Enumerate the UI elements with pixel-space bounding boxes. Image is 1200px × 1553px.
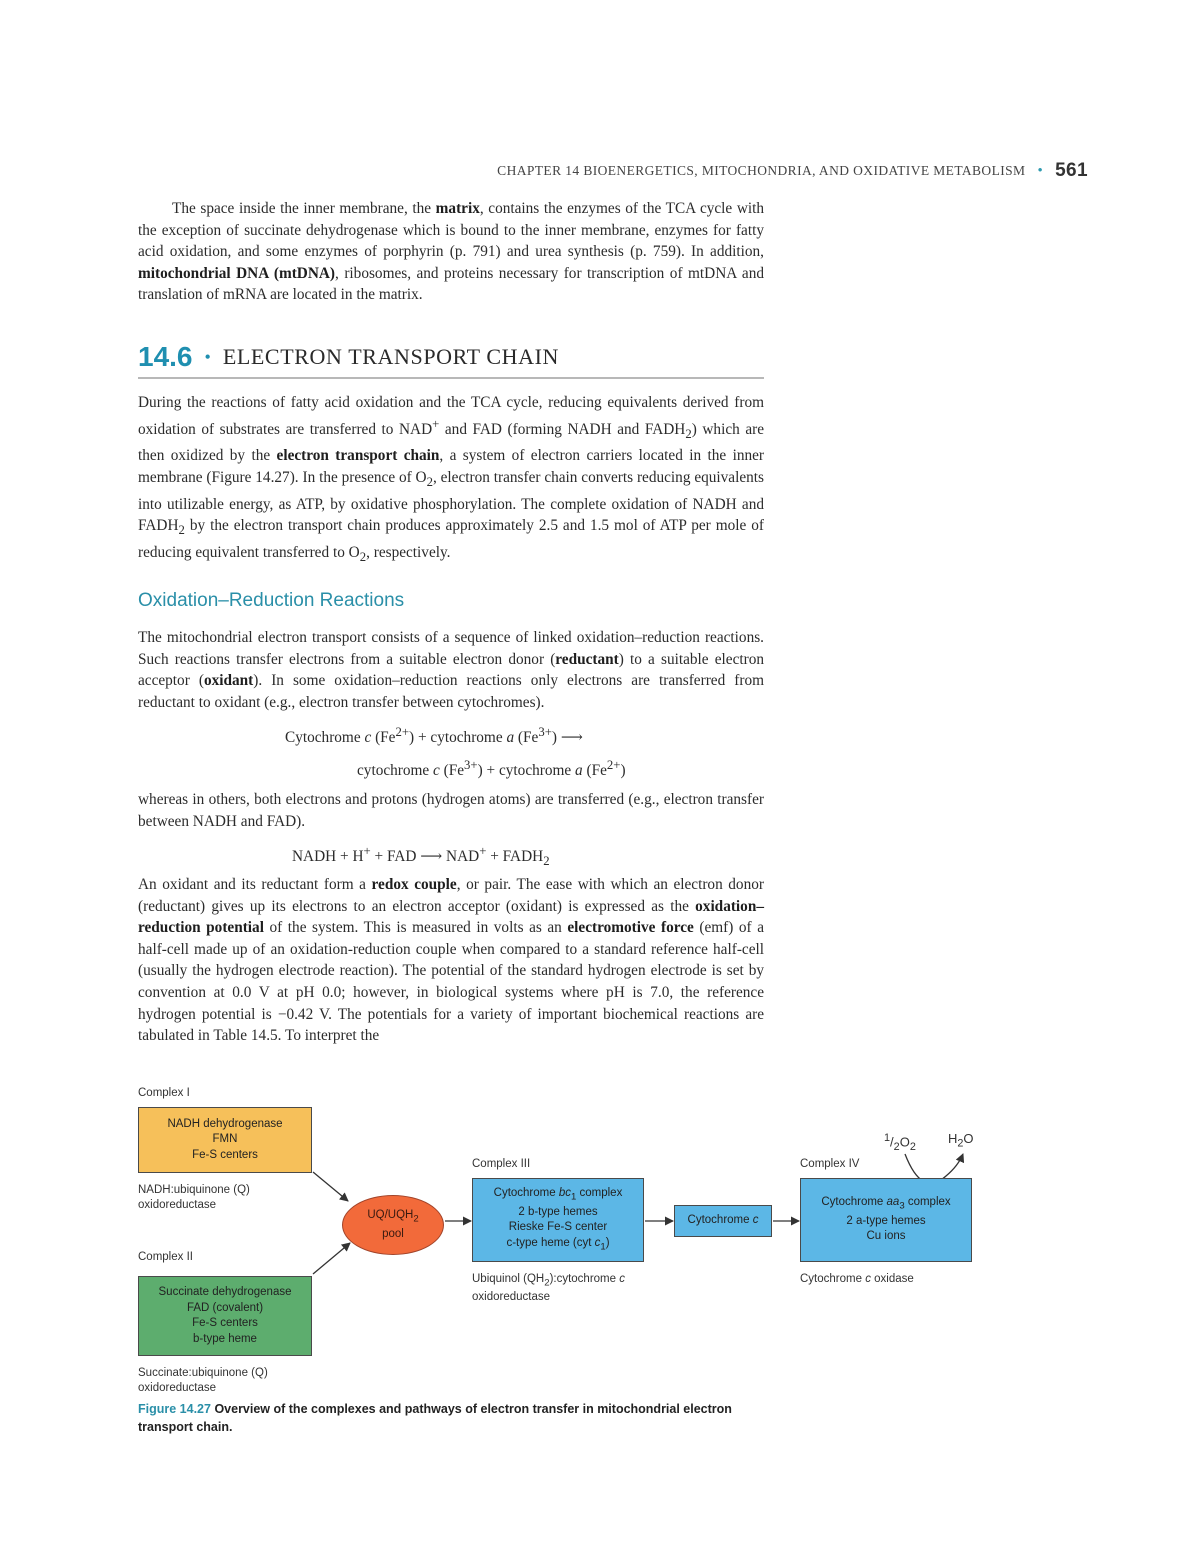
term-emf: electromotive force: [567, 919, 694, 937]
complex2-box: Succinate dehydrogenase FAD (covalent) Fe-S centers b-type heme: [138, 1276, 312, 1356]
term-matrix: matrix: [435, 200, 480, 217]
term-mtdna: mitochondrial DNA (mtDNA): [138, 264, 336, 282]
section-number: 14.6: [138, 341, 193, 372]
complex4-box: Cytochrome $aa_3$ complex 2 a-type hemes Cu ions: [800, 1178, 972, 1262]
paragraph-redox-couple: An oxidant and its reductant form a redox couple, or pair. The ease with which an electron donor (reductant) gives up its electrons to an electron acceptor (oxidant) is expressed as the oxidation–reduction potential of the system. This is measured in volts as an electromotive force (emf) of a half-cell made up of an oxidation-reduction couple when compared to a standard reference half-cell (usually the hydrogen electrode reaction). The potential of the standard hydrogen electrode is set by convention at 0.0 V at pH 0.0; however, in biological systems where pH is 7.0, the reference hydrogen potential is −0.42 V. The potentials for a variety of important biochemical reactions are tabulated in Table 14.5. To interpret the: [138, 876, 764, 1045]
complex1-box: NADH dehydrogenase FMN Fe-S centers: [138, 1107, 312, 1173]
complex1-name: NADH:ubiquinone (Q) oxidoreductase: [138, 1184, 250, 1211]
paragraph-whereas: whereas in others, both electrons and protons (hydrogen atoms) are transferred (e.g., electron transfer between NADH and FAD).: [138, 791, 764, 830]
paragraph-redox-intro: The mitochondrial electron transport consists of a sequence of linked oxidation–reduction reactions. Such reactions transfer electrons from a suitable electron donor (reductant) to a suitable electron acceptor (oxidant). In some oxidation–reduction reactions only electrons are transferred from reductant to oxidant (e.g., electron transfer between cytochromes).: [138, 629, 764, 711]
term-electron-transport-chain: electron transport chain: [276, 447, 440, 465]
subheading-redox: Oxidation–Reduction Reactions: [138, 590, 405, 611]
term-redox-couple: redox couple: [371, 876, 457, 893]
section-title: ELECTRON TRANSPORT CHAIN: [222, 344, 559, 369]
figure-caption: [138, 1400, 738, 1436]
term-oxidant: oxidant: [203, 672, 254, 690]
complex1-title: Complex I: [138, 1087, 190, 1099]
ubiquinone-pool: $UQ/UQH_2$ pool: [342, 1195, 444, 1255]
cytochrome-c-box: Cytochrome c: [674, 1205, 772, 1237]
section-bullet: •: [204, 346, 211, 367]
paragraph-etc: During the reactions of fatty acid oxidation and the TCA cycle, reducing equivalents derived from oxidation of substrates are transferred to NAD+ and FAD (forming NADH and $FADH_2$) which are then oxidized by the electron transport chain, a system of electron carriers located in the inner membrane (Figure 14.27). In the presence of $O_2$, electron transfer chain converts reducing equivalents into utilizable energy, as ATP, by oxidative phosphorylation. The complete oxidation of NADH and $FADH_2$ by the electron transport chain produces approximately 2.5 and 1.5 mol of ATP per mole of reducing equivalent transferred to $O_2$, respectively.: [138, 394, 765, 564]
complex2-name: Succinate:ubiquinone (Q) oxidoreductase: [138, 1367, 268, 1394]
arrow-complex2-to-pool: [313, 1243, 350, 1274]
figure-caption-text: Overview of the complexes and pathways of electron transfer in mitochondrial electron transport chain.: [138, 1402, 732, 1434]
complex3-title: Complex III: [472, 1158, 531, 1170]
page-number: 561: [1055, 160, 1088, 181]
figure-number: Figure 14.27: [138, 1402, 211, 1416]
arrow-complex1-to-pool: [313, 1172, 348, 1201]
bullet-glyph: •: [1037, 162, 1044, 179]
equation-cytochrome-line2: cytochrome c $(Fe^{3+})$ + cytochrome a $(Fe^{2+})$: [357, 758, 626, 780]
water-label: $H_2O$: [948, 1131, 974, 1150]
term-reductant: reductant: [555, 650, 619, 668]
complex2-title: Complex II: [138, 1251, 193, 1263]
complex3-name: Ubiquinol $(QH_2):cytochrome$ c oxidoreductase: [472, 1273, 625, 1304]
equation-cytochrome-line1: Cytochrome c $(Fe^{2+})$ + cytochrome a $(Fe^{3+})$ ⟶: [285, 725, 583, 747]
complex3-box: Cytochrome $bc_1$ complex 2 b-type hemes Rieske Fe-S center c-type heme (cyt $c_1$): [472, 1178, 644, 1262]
paragraph-matrix: The space inside the inner membrane, the matrix, contains the enzymes of the TCA cycle with the exception of succinate dehydrogenase which is bound to the inner membrane, enzymes for fatty acid oxidation, and some enzymes of porphyrin (p. 791) and urea synthesis (p. 759). In addition, mitochondrial DNA (mtDNA), ribosomes, and proteins necessary for transcription of mtDNA and translation of mRNA are located in the matrix.: [138, 200, 765, 304]
term-redox-potential: oxidation–reduction potential: [138, 897, 764, 937]
complex4-title: Complex IV: [800, 1158, 860, 1170]
running-head-title: CHAPTER 14 BIOENERGETICS, MITOCHONDRIA, AND OXIDATIVE METABOLISM: [497, 163, 1026, 178]
equation-nadh-fad: NADH + H+ + FAD ⟶ $NAD^+ + FADH_2$: [292, 844, 550, 869]
oxygen-label: $^1/_2O_2$: [884, 1132, 916, 1153]
complex4-name: Cytochrome c oxidase: [800, 1273, 914, 1285]
